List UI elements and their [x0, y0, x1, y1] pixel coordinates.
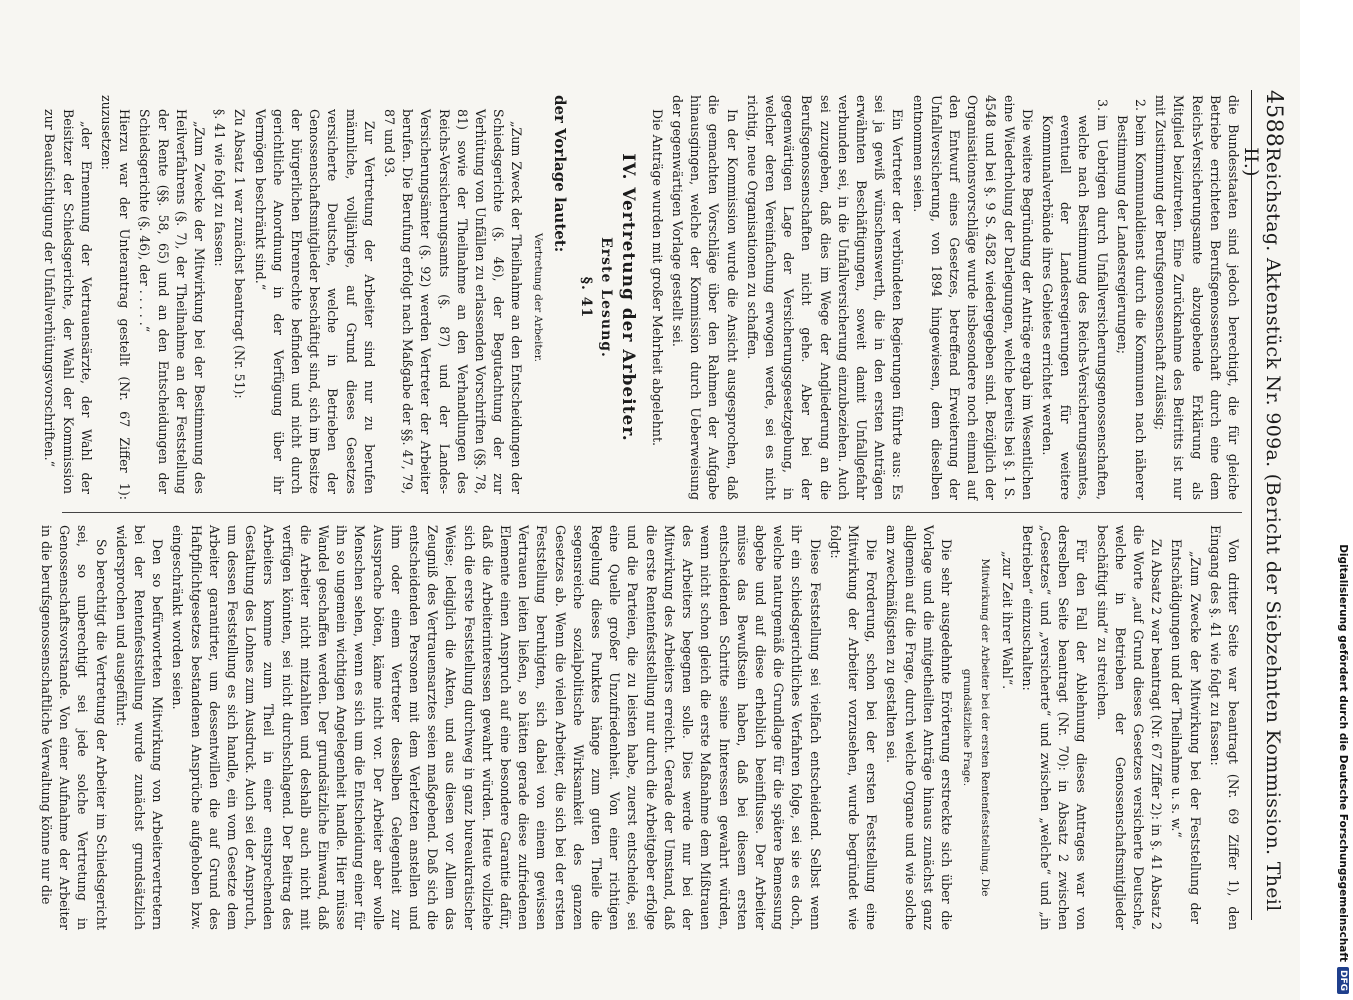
- list-item: 2. beim Kommunaldienst durch die Kommunen nach näherer Bestimmung der Landesregierungen;: [1113, 115, 1149, 500]
- paragraph-number-heading: §. 41: [578, 276, 595, 319]
- reading-heading: Erste Lesung.: [598, 237, 615, 358]
- paragraph: Die Forderung, schon bei der ersten Feststellung eine Mitwirkung der Arbeiter vorzusehen, wurde begründet wie folgt:: [827, 525, 880, 930]
- quoted-text: „Zum Zwecke der Mitwirkung bei der Bestimmung des Heilverfahrens (§. 7), der Theilnahme an der Feststellung der Rente (§§. 58, 65) und an den Entscheidungen der Schiedsgerichte (§. 46), der . . . . .“: [137, 109, 208, 494]
- paragraph: Zu Absatz 2 war beantragt (Nr. 67 Ziffer 2): in §. 41 Absatz 2 die Worte „auf Grund dieses Gesetzes versicherte Deutsche, welche in Betrieben der Genossenschaftsmitglieder beschäftigt sind“ zu streichen.: [1094, 525, 1165, 930]
- paragraph: Den so befürworteten Mitwirkung von Arbeitervertretern bei der Rentenfeststellung wurde zunächst grundsätzlich widersprochen und ausgeführt:: [113, 525, 166, 930]
- paragraph: Die Anträge wurden mit großer Mehrheit abgelehnt.: [649, 109, 665, 447]
- quoted-text: „der Ernennung der Vertrauensärzte, der Wahl der Beisitzer der Schiedsgerichte, der Wahl der Kommission zur Beaufsichtigung der Unfallverhütungsvorschriften.“: [42, 109, 94, 494]
- paragraph: In der Kommission wurde die Ansicht ausgesprochen, daß die gemachten Vorschläge über den Rahmen der Aufgabe hinausgingen, welche der Kommission durch Ueberweisung der gegenwärtigen Vorlage gestellt sei.: [669, 95, 740, 500]
- dfg-logo: DFG: [1337, 967, 1349, 994]
- left-column: [42, 95, 1242, 500]
- page-header: [1240, 90, 1286, 920]
- right-column: [39, 525, 1242, 930]
- page-running-title: Reichstag. Aktenstück Nr. 909a. (Bericht der Siebzehnten Kommission. Theil II.): [1240, 147, 1284, 912]
- quoted-text: „Zum Zwecke der Mitwirkung bei der Feststellung der Entschädigungen und der Theilnahme u. s. w.“: [1169, 539, 1203, 924]
- paragraph: Von dritter Seite war beantragt (Nr. 69 Ziffer 1), den Eingang des §. 41 wie folgt zu fassen:: [1207, 525, 1241, 930]
- list-item: 3. im Uebrigen durch Unfallversicherungsgenossenschaften, welche nach Bestimmung des Reichs-Versicherungsamtes, eventuell der Landesregierungen für weitere Kommunalverbände ihres Gebietes errichtet werden.: [1038, 115, 1111, 500]
- paragraph: Zu Absatz 1 war zunächst beantragt (Nr. 51):: [232, 109, 248, 399]
- quoted-text: „Zum Zweck der Theilnahme an den Entscheidungen der Schiedsgerichte (§. 46), der Begutachtung der zur Verhütung von Unfällen zu erlassenden Vorschriften (§§. 78, 81) sowie der Theilnahme an den Verhandlungen des Reichs-Versicherungsamts (§. 87) und der Landes-Versicherungsämter (§. 92) werden Vertreter der Arbeiter berufen. Die Berufung erfolgt nach Maßgabe der §§. 47, 79, 87 und 93.: [382, 109, 525, 494]
- paragraph: Die weitere Begründung der Anträge ergab im Wesentlichen eine Wiederholung der Darlegungen, welche bereits bei §. 1 S. 4548 und bei §. 9 S. 4582 wiedergegeben sind. Bezüglich der Organisationsvorschläge wurde insbesondere noch einmal auf den Entwurf eines Gesetzes, betreffend Erweiterung der Unfallversicherung, von 1894 hingewiesen, dem dieselben entnommen seien.: [910, 95, 1035, 500]
- paragraph: Für den Fall der Ablehnung dieses Antrages war von derselben Seite beantragt (Nr. 70): in Absatz 2 zwischen „Gesetzes“ und „versicherte“ und zwischen „welche“ und „in Betrieben“ einzuschalten:: [1019, 525, 1090, 930]
- paragraph: So berechtigt die Vertretung der Arbeiter im Schiedsgericht sei, so unberechtigt sei jede solche Vertretung in Genossenschaftsvorstande. Von einer Aufnahme der Arbeiter in die berufsgenossenschaftliche Verwaltung könne nur die: [39, 525, 109, 930]
- paragraph: Ein Vertreter der verbündeten Regierungen führte aus: Es sei ja gewiß wünschenswerth, die in den ersten Anträgen erwähnten Beschäftigungen, soweit damit Unfallgefahr verbunden sei, in die Unfallversicherung einzubeziehen. Auch sei zuzugeben, daß dies im Wege der Angliederung an die Berufsgenossenschaften nicht gehe. Aber bei der gegenwärtigen Lage der Versicherungsgesetzgebung, in welcher deren Vereinfachung erwogen werde, sei es nicht richtig, neue Organisationen zu schaffen.: [744, 95, 906, 500]
- credit-text: Digitalisierung gefördert durch die Deutsche Forschungsgemeinschaft: [1337, 544, 1349, 962]
- numbered-list: [1038, 95, 1149, 500]
- quoted-text: „zur Zeit ihrer Wahl“.: [999, 551, 1015, 690]
- section-heading: IV. Vertretung der Arbeiter.: [618, 153, 639, 442]
- paragraph: Diese Feststellung sei vielfach entscheidend. Selbst wenn ihr ein schiedsgerichtliches Verfahren folge, sei sie es doch, welche naturgemäß die Grundlage für die spätere Bemessung abgebe und auf diese erheblich beeinflusse. Der Arbeiter müsse das Bewußtsein haben, daß bei diesem ersten entscheidenden Schritte seine Interessen gewahrt würden, wenn nicht schon gleich die erste Maßnahme dem Mißtrauen des Arbeiters begegnen solle. Dies werde nur bei der Mitwirkung des Arbeiters erreicht. Gerade der Umstand, daß die erste Rentenfeststellung nur durch die Arbeitgeber erfolge und die Parteien, die zu leisten habe, zuerst entscheide, sei eine Quelle großer Unzufriedenheit. Von einer richtigen Regelung dieses Punktes hänge zum guten Theile die segensreiche sozialpolitische Wirksamkeit des ganzen Gesetzes ab. Wenn die vielen Arbeiter, die sich bei der ersten Feststellung beruhigten, sich dabei von einem gewissen Vertrauen leiten ließen, so hätten gerade diese zufriedenen Elemente einen Anspruch auf eine besondere Garantie dafür, daß die Arbeiterinteressen gewahrt würden. Heute vollziehe sich die erste Feststellung durchweg in ganz bureaukratischer Weise; lediglich die Akten, und aus diesen vor Allem das Zeugniß des Vertrauensarztes seien maßgebend. Daß sich die entscheidenden Personen mit dem Verletzten anstellen und ihm oder einem Vertreter desselben Gelegenheit zur Aussprache böten, käme nicht vor. Der Arbeiter aber wolle Menschen sehen, wenn es sich um die Entscheidung einer für ihn so ungemein wichtigen Angelegenheit handle. Hier müsse Wandel geschaffen werden. Der grundsätzliche Einwand, daß die Arbeiter nicht mitzahlten und deshalb auch nicht mit verfügen könnten, sei nicht durchschlagend. Der Beitrag des Arbeiters komme zum Theil in einer entsprechenden Gestaltung des Lohnes zum Ausdruck. Auch sei der Anspruch, um dessen Feststellung es sich handle, ein vom Gesetze dem Arbeiter garantirter, um dessentwillen die auf Grund des Haftpflichtgesetzes bestandenen Ansprüche aufgehoben bzw. eingeschränkt worden seien.: [170, 525, 823, 930]
- column-divider: [62, 512, 1242, 513]
- small-caption: Vertretung der Arbeiter.: [531, 233, 544, 362]
- digitization-credit: [1333, 0, 1353, 1000]
- intro-line: der Vorlage lautet:: [550, 95, 569, 253]
- paragraph: die Bundesstaaten sind jedoch berechtigt, die für gleiche Betriebe errichteten Berufsgenossenschaft durch eine dem Reichs-Versicherungsamte abzugebende Erklärung als Mitglied beizutreten. Eine Zurücknahme des Beitritts ist nur mit Zustimmung der Berufsgenossenschaft zulässig;: [1153, 95, 1241, 500]
- page-number: 4588: [1261, 90, 1286, 148]
- small-caption: Mitwirkung der Arbeiter bei der ersten Rentenfeststellung. Die grundsätzliche Frage.: [961, 558, 992, 897]
- quoted-text: Zur Vertretung der Arbeiter sind nur zu berufen männliche, volljährige, auf Grund dieses Gesetzes versicherte Deutsche, welche in Betrieben der Genossenschaftsmitglieder beschäftigt sind, sich im Besitze der bürgerlichen Ehrenrechte befinden und nicht durch gerichtliche Anordnung in der Verfügung über ihr Vermögen beschränkt sind.“: [252, 109, 377, 494]
- paragraph: Hierzu war der Unterantrag gestellt (Nr. 67 Ziffer 1): zuzusetzen:: [99, 95, 133, 500]
- paragraph: §. 41 wie folgt zu fassen:: [212, 109, 228, 267]
- paragraph: Die sehr ausgedehnte Erörterung erstreckte sich über die Vorlage und die mitgetheilten Anträge hinaus zunächst ganz allgemein auf die Frage, durch welche Organe und wie solche am zweckmäßigsten zu gestalten sei.: [884, 525, 954, 930]
